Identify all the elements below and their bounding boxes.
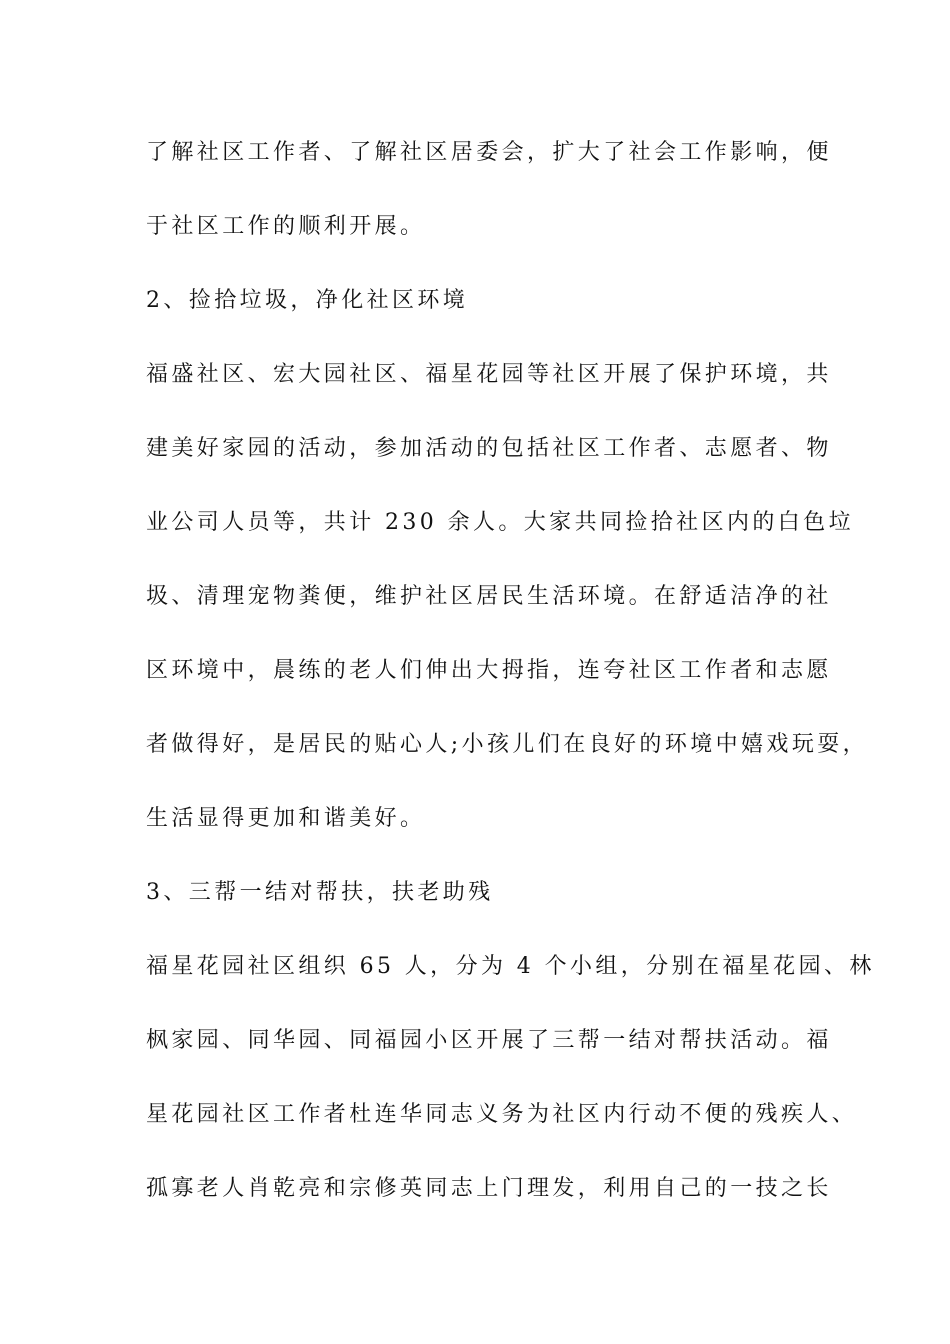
paragraph-line: 于社区工作的顺利开展。 bbox=[146, 214, 426, 239]
paragraph-line: 区环境中，晨练的老人们伸出大拇指，连夸社区工作者和志愿 bbox=[146, 658, 832, 683]
paragraph-line: 福星花园社区组织 65 人，分为 4 个小组，分别在福星花园、林 bbox=[146, 954, 875, 979]
paragraph-line: 建美好家园的活动，参加活动的包括社区工作者、志愿者、物 bbox=[146, 436, 832, 461]
paragraph-line: 了解社区工作者、了解社区居委会，扩大了社会工作影响，便 bbox=[146, 140, 832, 165]
paragraph-line: 孤寡老人肖乾亮和宗修英同志上门理发，利用自己的一技之长 bbox=[146, 1176, 832, 1201]
paragraph-line: 生活显得更加和谐美好。 bbox=[146, 806, 426, 831]
paragraph-line: 枫家园、同华园、同福园小区开展了三帮一结对帮扶活动。福 bbox=[146, 1028, 832, 1053]
paragraph-line: 福盛社区、宏大园社区、福星花园等社区开展了保护环境，共 bbox=[146, 362, 832, 387]
paragraph-line: 业公司人员等，共计 230 余人。大家共同捡拾社区内的白色垃 bbox=[146, 510, 854, 535]
paragraph-line: 圾、清理宠物粪便，维护社区居民生活环境。在舒适洁净的社 bbox=[146, 584, 832, 609]
section-heading: 3、三帮一结对帮扶，扶老助残 bbox=[146, 880, 494, 905]
paragraph-line: 星花园社区工作者杜连华同志义务为社区内行动不便的残疾人、 bbox=[146, 1102, 858, 1127]
section-heading: 2、捡拾垃圾，净化社区环境 bbox=[146, 288, 469, 313]
paragraph-line: 者做得好，是居民的贴心人;小孩儿们在良好的环境中嬉戏玩耍， bbox=[146, 732, 869, 757]
